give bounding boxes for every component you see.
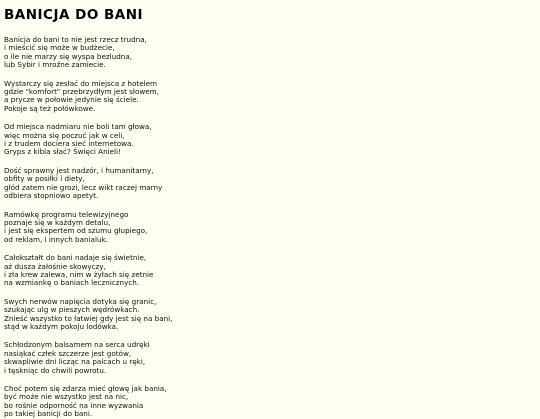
poem-line: Choć potem się zdarza mieć głowę jak bania, bbox=[4, 384, 167, 393]
page-title: BANICJA DO BANI bbox=[4, 7, 144, 23]
poem-line: i zła krew zalewa, nim w żyłach się zetnie bbox=[4, 269, 154, 279]
poem-line: Schłodzonym balsamem na serca udręki bbox=[4, 340, 150, 350]
stanza bbox=[4, 36, 536, 70]
poem-line: nasiąkać człek szczerze jest gotów, bbox=[4, 348, 132, 358]
poem-line: i z trudem dociera sieć internetowa. bbox=[4, 139, 134, 149]
poem-line: Pokoje są też połówkowe. bbox=[4, 103, 96, 113]
stanza bbox=[4, 167, 536, 201]
poem-line: Znieść wszystko to łatwiej gdy jest się na bani, bbox=[4, 313, 173, 323]
poem-line: Całokształt do bani nadaje się świetnie, bbox=[4, 253, 147, 263]
poem-line: i jest się ekspertem od szumu głupiego, bbox=[4, 226, 148, 236]
poem-line: lub Sybir i mroźne zamiecie. bbox=[4, 60, 106, 70]
poem-line: i tęskniąc do chwili powrotu. bbox=[4, 365, 107, 375]
stanza bbox=[4, 298, 536, 332]
poem-line: Gryps z kibla słać? Święci Anieli! bbox=[4, 147, 121, 157]
poem-line: być może nie wszystko jest na nic, bbox=[4, 392, 129, 402]
poem-line: Wystarczy się zesłać do miejsca z hotelem bbox=[4, 78, 158, 88]
poem-line: Od miejsca nadmiaru nie boli tam głowa, bbox=[4, 122, 152, 132]
poem-line: po takiej banicji do bani. bbox=[4, 409, 93, 419]
poem-line: Swych nerwów napięcia dotyka się granic, bbox=[4, 296, 157, 306]
poem-line: więc można się poczuć jak w celi, bbox=[4, 130, 125, 140]
poem-line: Banicja do bani to nie jest rzecz trudna, bbox=[4, 35, 147, 44]
poem-line: poznaje się w każdym detalu, bbox=[4, 217, 111, 227]
poem-line: gdzie "komfort" przebrzydłym jest słowem, bbox=[4, 87, 159, 97]
poem-line: Ramówkę programu telewizyjnego bbox=[4, 209, 129, 219]
poem-line: od reklam, i innych banialuk. bbox=[4, 234, 108, 244]
stanza bbox=[4, 123, 536, 157]
poem-line: a pryczе w połowie jedynie się ściele. bbox=[4, 95, 139, 105]
poem-line: Dość sprawny jest nadzór, i humanitarny, bbox=[4, 165, 154, 175]
poem-line: aż dusza żałośnie skowyczy, bbox=[4, 261, 106, 271]
poem-line: odbiera stopniowo apetyt. bbox=[4, 191, 99, 201]
stanza bbox=[4, 211, 536, 245]
stanza bbox=[4, 385, 536, 419]
poem-line: i mieścić się może w budżecie, bbox=[4, 43, 115, 53]
poem-line: bo rośnie odporność na inne wyzwania bbox=[4, 400, 144, 410]
stanza bbox=[4, 341, 536, 375]
poem-line: głód zatem nie grozi, lecz wikt raczej marny bbox=[4, 182, 163, 192]
poem-line: szukając ulg w pieszych wędrówkach. bbox=[4, 305, 140, 315]
poem-line: stąd w każdym pokoju lodówka. bbox=[4, 321, 119, 331]
poem-line: obfity w posiłki i diety, bbox=[4, 174, 85, 184]
poem-line: o ile nie marzy się wyspa bezludna, bbox=[4, 51, 133, 61]
poem-line: na wzmiankę o baniach lecznicznych. bbox=[4, 278, 140, 288]
stanza bbox=[4, 254, 536, 288]
poem-line: skwapliwie dni licząc na palcach u ręki, bbox=[4, 357, 146, 367]
stanza bbox=[4, 80, 536, 114]
poem bbox=[4, 36, 536, 419]
